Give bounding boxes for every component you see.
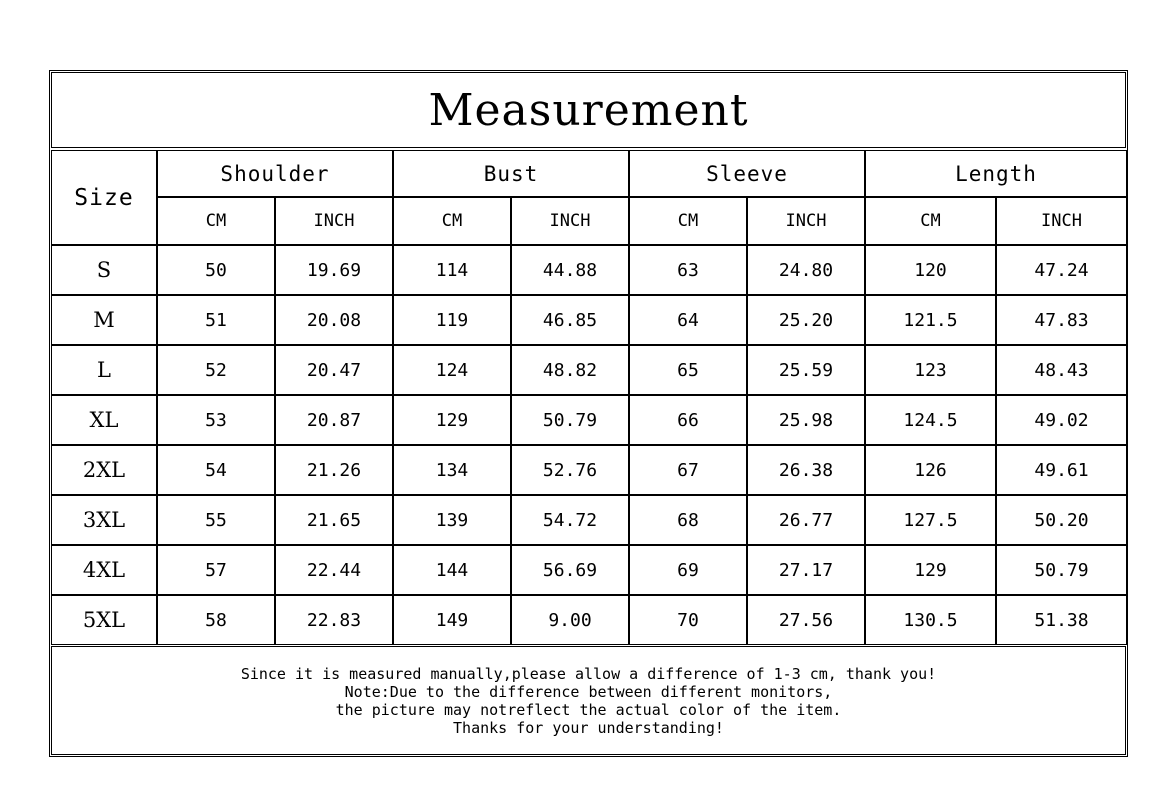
measurement-value: 129 bbox=[865, 545, 996, 595]
measurement-value: 149 bbox=[393, 595, 511, 645]
unit-header-cm: CM bbox=[629, 197, 747, 245]
unit-header-inch: INCH bbox=[996, 197, 1127, 245]
measurement-value: 21.26 bbox=[275, 445, 393, 495]
size-column-header: Size bbox=[51, 150, 157, 245]
unit-header-inch: INCH bbox=[275, 197, 393, 245]
measurement-value: 114 bbox=[393, 245, 511, 295]
size-label: 5XL bbox=[51, 595, 157, 645]
measurement-value: 119 bbox=[393, 295, 511, 345]
measurement-value: 48.43 bbox=[996, 345, 1127, 395]
group-header-length: Length bbox=[865, 150, 1127, 197]
measurement-value: 123 bbox=[865, 345, 996, 395]
measurement-value: 46.85 bbox=[511, 295, 629, 345]
chart-title: Measurement bbox=[51, 72, 1126, 148]
size-chart bbox=[49, 70, 1128, 757]
measurement-value: 19.69 bbox=[275, 245, 393, 295]
measurement-value: 49.02 bbox=[996, 395, 1127, 445]
measurement-value: 26.38 bbox=[747, 445, 865, 495]
group-header-bust: Bust bbox=[393, 150, 629, 197]
size-label: 2XL bbox=[51, 445, 157, 495]
size-label: 4XL bbox=[51, 545, 157, 595]
measurement-value: 47.24 bbox=[996, 245, 1127, 295]
measurement-value: 58 bbox=[157, 595, 275, 645]
measurement-value: 22.44 bbox=[275, 545, 393, 595]
measurement-value: 21.65 bbox=[275, 495, 393, 545]
measurement-value: 139 bbox=[393, 495, 511, 545]
measurement-value: 124 bbox=[393, 345, 511, 395]
group-header-shoulder: Shoulder bbox=[157, 150, 393, 197]
measurement-value: 65 bbox=[629, 345, 747, 395]
measurement-value: 50 bbox=[157, 245, 275, 295]
measurement-value: 129 bbox=[393, 395, 511, 445]
group-header-sleeve: Sleeve bbox=[629, 150, 865, 197]
note-line: the picture may notreflect the actual color of the item. bbox=[335, 700, 842, 719]
size-label: M bbox=[51, 295, 157, 345]
measurement-value: 25.20 bbox=[747, 295, 865, 345]
size-label: S bbox=[51, 245, 157, 295]
measurement-value: 49.61 bbox=[996, 445, 1127, 495]
measurement-value: 52 bbox=[157, 345, 275, 395]
note-line: Thanks for your understanding! bbox=[453, 718, 724, 737]
measurement-value: 126 bbox=[865, 445, 996, 495]
measurement-value: 134 bbox=[393, 445, 511, 495]
measurement-value: 69 bbox=[629, 545, 747, 595]
measurement-value: 51.38 bbox=[996, 595, 1127, 645]
measurement-value: 52.76 bbox=[511, 445, 629, 495]
measurement-value: 121.5 bbox=[865, 295, 996, 345]
measurement-value: 55 bbox=[157, 495, 275, 545]
unit-header-cm: CM bbox=[393, 197, 511, 245]
unit-header-inch: INCH bbox=[747, 197, 865, 245]
measurement-value: 124.5 bbox=[865, 395, 996, 445]
unit-header-cm: CM bbox=[865, 197, 996, 245]
measurement-value: 68 bbox=[629, 495, 747, 545]
measurement-value: 70 bbox=[629, 595, 747, 645]
measurement-value: 25.98 bbox=[747, 395, 865, 445]
measurement-value: 20.08 bbox=[275, 295, 393, 345]
measurement-value: 25.59 bbox=[747, 345, 865, 395]
measurement-value: 27.17 bbox=[747, 545, 865, 595]
size-label: L bbox=[51, 345, 157, 395]
note-line: Note:Due to the difference between different monitors, bbox=[344, 682, 833, 701]
measurement-value: 27.56 bbox=[747, 595, 865, 645]
measurement-value: 20.47 bbox=[275, 345, 393, 395]
measurement-value: 54 bbox=[157, 445, 275, 495]
measurement-value: 127.5 bbox=[865, 495, 996, 545]
measurement-value: 48.82 bbox=[511, 345, 629, 395]
note-line: Since it is measured manually,please allow a difference of 1-3 cm, thank you! bbox=[240, 664, 937, 683]
measurement-value: 50.79 bbox=[996, 545, 1127, 595]
measurement-value: 9.00 bbox=[511, 595, 629, 645]
measurement-value: 47.83 bbox=[996, 295, 1127, 345]
measurement-value: 54.72 bbox=[511, 495, 629, 545]
unit-header-cm: CM bbox=[157, 197, 275, 245]
size-label: 3XL bbox=[51, 495, 157, 545]
measurement-value: 66 bbox=[629, 395, 747, 445]
measurement-value: 57 bbox=[157, 545, 275, 595]
measurement-value: 63 bbox=[629, 245, 747, 295]
measurement-value: 20.87 bbox=[275, 395, 393, 445]
measurement-value: 50.20 bbox=[996, 495, 1127, 545]
measurement-value: 130.5 bbox=[865, 595, 996, 645]
unit-header-inch: INCH bbox=[511, 197, 629, 245]
measurement-value: 22.83 bbox=[275, 595, 393, 645]
measurement-value: 26.77 bbox=[747, 495, 865, 545]
measurement-value: 144 bbox=[393, 545, 511, 595]
measurement-value: 24.80 bbox=[747, 245, 865, 295]
measurement-value: 120 bbox=[865, 245, 996, 295]
disclaimer-note bbox=[51, 646, 1126, 755]
measurement-value: 53 bbox=[157, 395, 275, 445]
measurement-value: 50.79 bbox=[511, 395, 629, 445]
measurement-value: 56.69 bbox=[511, 545, 629, 595]
size-label: XL bbox=[51, 395, 157, 445]
measurement-value: 44.88 bbox=[511, 245, 629, 295]
measurement-value: 64 bbox=[629, 295, 747, 345]
measurement-value: 67 bbox=[629, 445, 747, 495]
measurement-value: 51 bbox=[157, 295, 275, 345]
